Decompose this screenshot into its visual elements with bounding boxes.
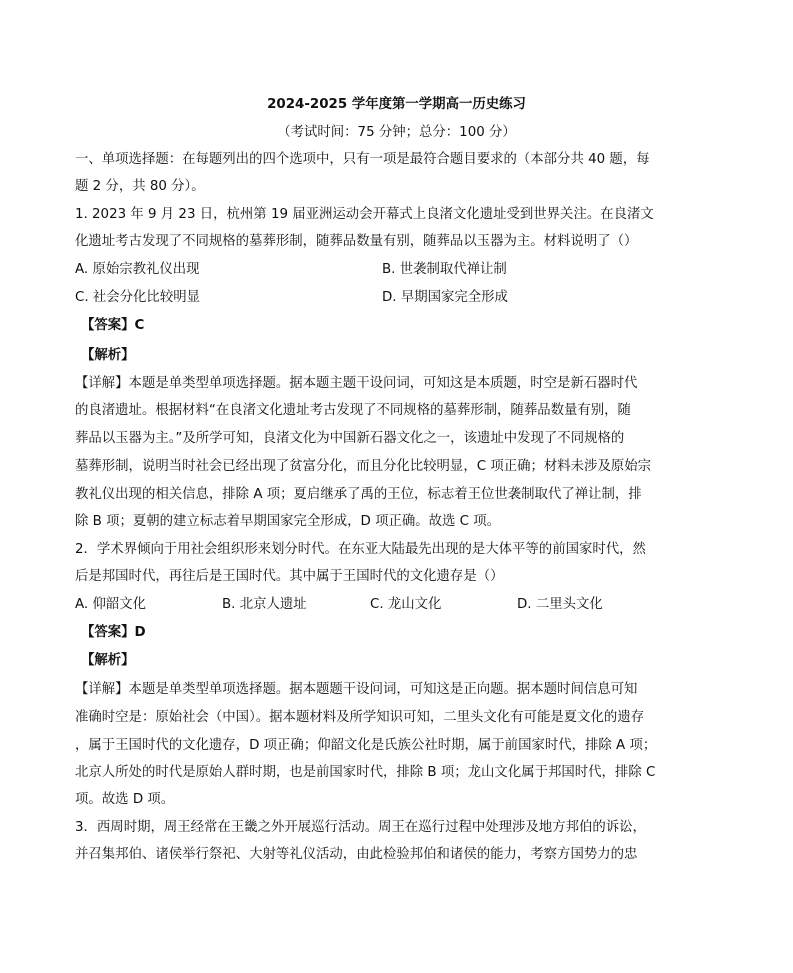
q2-detail-line-2: 准确时空是：原始社会（中国）。据本题材料及所学知识可知，二里头文化有可能是夏文化的遗存 (75, 710, 645, 725)
section-instruction-line-1: 一、单项选择题：在每题列出的四个选项中，只有一项是最符合题目要求的（本部分共 40 题，每 (75, 152, 650, 167)
q2-stem-line-2: 后是邦国时代，再往后是王国时代。其中属于王国时代的文化遗存是（） (75, 569, 504, 584)
q1-detail-line-2: 的良渚遗址。根据材料“在良渚文化遗址考古发现了不同规格的墓葬形制，随葬品数量有别，随 (75, 403, 631, 418)
q3-stem-line-2: 并召集邦伯、诸侯举行祭祀、大射等礼仪活动，由此检验邦伯和诸侯的能力，考察方国势力的忠 (75, 847, 638, 862)
q2-option-a: A. 仰韶文化 (75, 597, 146, 612)
q1-answer: 【答案】C (81, 318, 145, 333)
q1-detail-line-6: 除 B 项；夏朝的建立标志着早期国家完全形成，D 项正确。故选 C 项。 (75, 514, 501, 529)
q1-stem-line-1: 1. 2023 年 9 月 23 日，杭州第 19 届亚洲运动会开幕式上良渚文化遗址受到世界关注。在良渚文 (75, 207, 654, 222)
q1-detail-line-5: 教礼仪出现的相关信息，排除 A 项；夏启继承了禹的王位，标志着王位世袭制取代了禅让制，排 (75, 487, 642, 502)
q1-analysis-heading: 【解析】 (81, 348, 135, 363)
q2-stem-line-1: 2．学术界倾向于用社会组织形来划分时代。在东亚大陆最先出现的是大体平等的前国家时代，然 (75, 542, 646, 557)
q2-detail-line-3: ，属于王国时代的文化遗存，D 项正确；仰韶文化是氏族公社时期，属于前国家时代，排除 A 项； (75, 738, 657, 753)
q1-option-c: C. 社会分化比较明显 (75, 290, 200, 305)
q1-detail-line-1: 【详解】本题是单类型单项选择题。据本题主题干设问词，可知这是本质题，时空是新石器时代 (75, 376, 638, 391)
q2-option-d: D. 二里头文化 (517, 597, 603, 612)
q2-option-b: B. 北京人遗址 (222, 597, 307, 612)
q1-option-a: A. 原始宗教礼仪出现 (75, 262, 200, 277)
q2-detail-line-1: 【详解】本题是单类型单项选择题。据本题题干设问词，可知这是正向题。据本题时间信息可知 (75, 682, 638, 697)
q2-answer: 【答案】D (81, 625, 146, 640)
q1-detail-line-3: 葬品以玉器为主。”及所学可知，良渚文化为中国新石器文化之一，该遗址中发现了不同规格的 (75, 431, 625, 446)
section-instruction-line-2: 题 2 分，共 80 分）。 (75, 179, 205, 194)
q2-detail-line-5: 项。故选 D 项。 (75, 792, 175, 807)
q2-detail-line-4: 北京人所处的时代是原始人群时期，也是前国家时代，排除 B 项；龙山文化属于邦国时代，排除 C (75, 765, 656, 780)
q1-option-b: B. 世袭制取代禅让制 (382, 262, 507, 277)
q3-stem-line-1: 3．西周时期，周王经常在王畿之外开展巡行活动。周王在巡行过程中处理涉及地方邦伯的诉讼， (75, 820, 646, 835)
q1-stem-line-2: 化遗址考古发现了不同规格的墓葬形制，随葬品数量有别，随葬品以玉器为主。材料说明了（） (75, 234, 638, 249)
document-title: 2024-2025 学年度第一学期高一历史练习 (267, 97, 526, 112)
q2-option-c: C. 龙山文化 (370, 597, 442, 612)
q1-option-d: D. 早期国家完全形成 (382, 290, 508, 305)
q2-analysis-heading: 【解析】 (81, 653, 135, 668)
document-subtitle: （考试时间：75 分钟；总分：100 分） (277, 125, 516, 140)
q1-detail-line-4: 墓葬形制，说明当时社会已经出现了贫富分化，而且分化比较明显，C 项正确；材料未涉及原始宗 (75, 459, 652, 474)
